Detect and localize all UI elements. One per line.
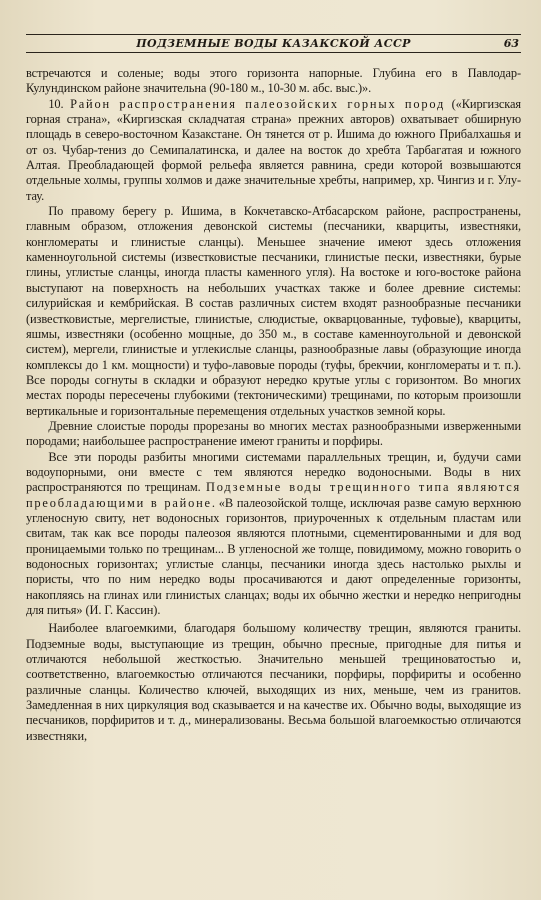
paragraph <box>26 66 521 97</box>
text-run: Наиболее влагоемкими, благодаря большому количеству трещин, являются граниты. Подземные воды, выступающие из трещин, обычно пресные, пригодные для питья и отличаются небольшой жесткостью. Значительно меньшей трещиноватостью и, соответственно, влагоемкостью отличаются песчаники, порфиры, порфириты и особенно различные сланцы. Количество ключей, выходящих из них, меньше, чем из гранитов. Замедленная в них циркуляция вод сказывается и на качестве их. Обычно воды, выходящие из песчаников, порфиритов и т. д., минерализованы. Весьма большой влагоемкостью отличаются известняки, <box>26 621 521 743</box>
paragraph <box>26 621 521 744</box>
running-header <box>26 34 521 53</box>
paragraph <box>26 204 521 419</box>
paragraph <box>26 419 521 450</box>
text-run: Древние слоистые породы прорезаны во многих местах разнообразными изверженными породами; наибольшее распространение имеют граниты и порфиры. <box>26 418 521 449</box>
page-number: 63 <box>503 37 519 50</box>
text-run: . «В палеозойской толще, исключая разве самую верхнюю угленосную свиту, нет водоносных горизонтов, приуроченных к отдельным пластам или свитам, так как все породы палеозоя являются плотными, сцементированными и для вод проницаемыми только по трещинам... В угленосной же толще, повидимому, можно говорить о водоносных горизонтах; углистые сланцы, песчаники иногда здесь настолько рыхлы и пористы, что по ним нередко воды просачиваются и дают определенные горизонты, накопляясь на глинах или глинистых сланцах; воды их обычно жестки и нередко непригодны для питья» (И. Г. Кассин). <box>26 495 521 618</box>
text-run: Все эти породы разбиты многими системами параллельных трещин, и, будучи сами водоупорными, они вместе с тем являются нередко водоносными. Воды в них распространяются по трещинам. <box>26 449 521 495</box>
spaced-emphasis-text: Район распространения палеозойских горных пород <box>70 96 446 111</box>
paragraph <box>26 450 521 619</box>
text-run: встречаются и соленые; воды этого горизонта напорные. Глубина его в Павлодар-Кулундинском районе значительна (90-180 м., 10-30 м. абс. выс.)». <box>26 66 521 96</box>
text-run: («Киргизская горная страна», «Киргизская складчатая страна» прежних авторов) охватывает обширную площадь в северо-восточном Казакстане. Он тянется от р. Ишима до южного Прибалхашья и от оз. Чубар-тениз до Семипалатинска, и далее на восток до хребта Тарбагатая и южного Алтая. Преобладающей формой рельефа является равнина, среди которой возвышаются отдельные холмы, группы холмов и даже значительные хребты, например, хр. Чингиз и г. Улу-тау. <box>26 96 521 203</box>
page-body <box>26 66 521 744</box>
text-run: По правому берегу р. Ишима, в Кокчетавско-Атбасарском районе, распространены, главным образом, отложения девонской системы (песчаники, кварциты, известняки, конгломераты и глинистые сланцы). Меньшее значение имеют здесь отложения каменноугольной системы (известковистые песчаники, глинистые пески, известняки, бурые глины, углистые сланцы, иногда пласты каменного угля). На востоке и юго-востоке района выступают на поверхность на небольших участках также и более древние системы: силурийская и кембрийская. В состав различных систем входят разнообразные песчаники (известковистые, мергелистые, глинистые, слюдистые, окварцованные, туфовые), кварциты, яшмы, известняки (особенно мощные, до 350 м., в составе каменноугольной и девонской систем), мергели, глинистые и углекислые сланцы, разнообразные лавы (образующие иногда комплексы до 1 км. мощности) и туфо-лавовые породы (туфы, брекчии, конгломераты и т. п.). Все породы согнуты в складки и образуют нередко крутые углы с горизонтом. Во многих местах породы пересечены глубокими (тектоническими) трещинами, по которым произошли вертикальные и горизонтальные перемещения отдельных участков земной коры. <box>26 204 521 418</box>
text-run: 10. <box>48 96 71 111</box>
header-title: ПОДЗЕМНЫЕ ВОДЫ КАЗАКСКОЙ АССР <box>136 37 411 50</box>
spaced-emphasis-text: Подземные воды трещинного типа являются преобладающими в районе <box>26 480 521 510</box>
paragraph <box>26 97 521 204</box>
